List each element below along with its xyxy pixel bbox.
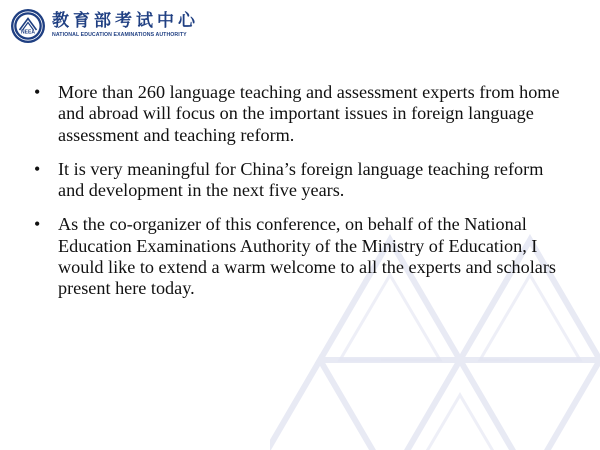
bullet-marker: • (34, 82, 41, 102)
neea-seal-icon (10, 8, 46, 44)
bullet-item (34, 159, 574, 202)
bullet-text: As the co-organizer of this conference, on behalf of the National Education Examinations Authority of the Ministry of Education, I would like to extend a warm welcome to all the experts and scholars present here today. (58, 214, 556, 299)
org-logo (10, 8, 199, 44)
bullet-marker: • (34, 214, 41, 235)
bullet-list (34, 82, 574, 313)
org-name-english: NATIONAL EDUCATION EXAMINATIONS AUTHORITY (52, 32, 187, 39)
org-name-chinese: 教育部考试中心 (52, 11, 199, 32)
org-name (52, 13, 199, 38)
bullet-text: It is very meaningful for China’s foreign language teaching reform and development in the next five years. (58, 158, 544, 201)
bullet-text: More than 260 language teaching and assessment experts from home and abroad will focus on the important issues in foreign language assessment and teaching reform. (58, 82, 560, 145)
bullet-item (34, 82, 574, 146)
bullet-marker: • (34, 158, 41, 179)
seal-text: NEEA (21, 29, 35, 36)
bullet-item (34, 214, 574, 299)
